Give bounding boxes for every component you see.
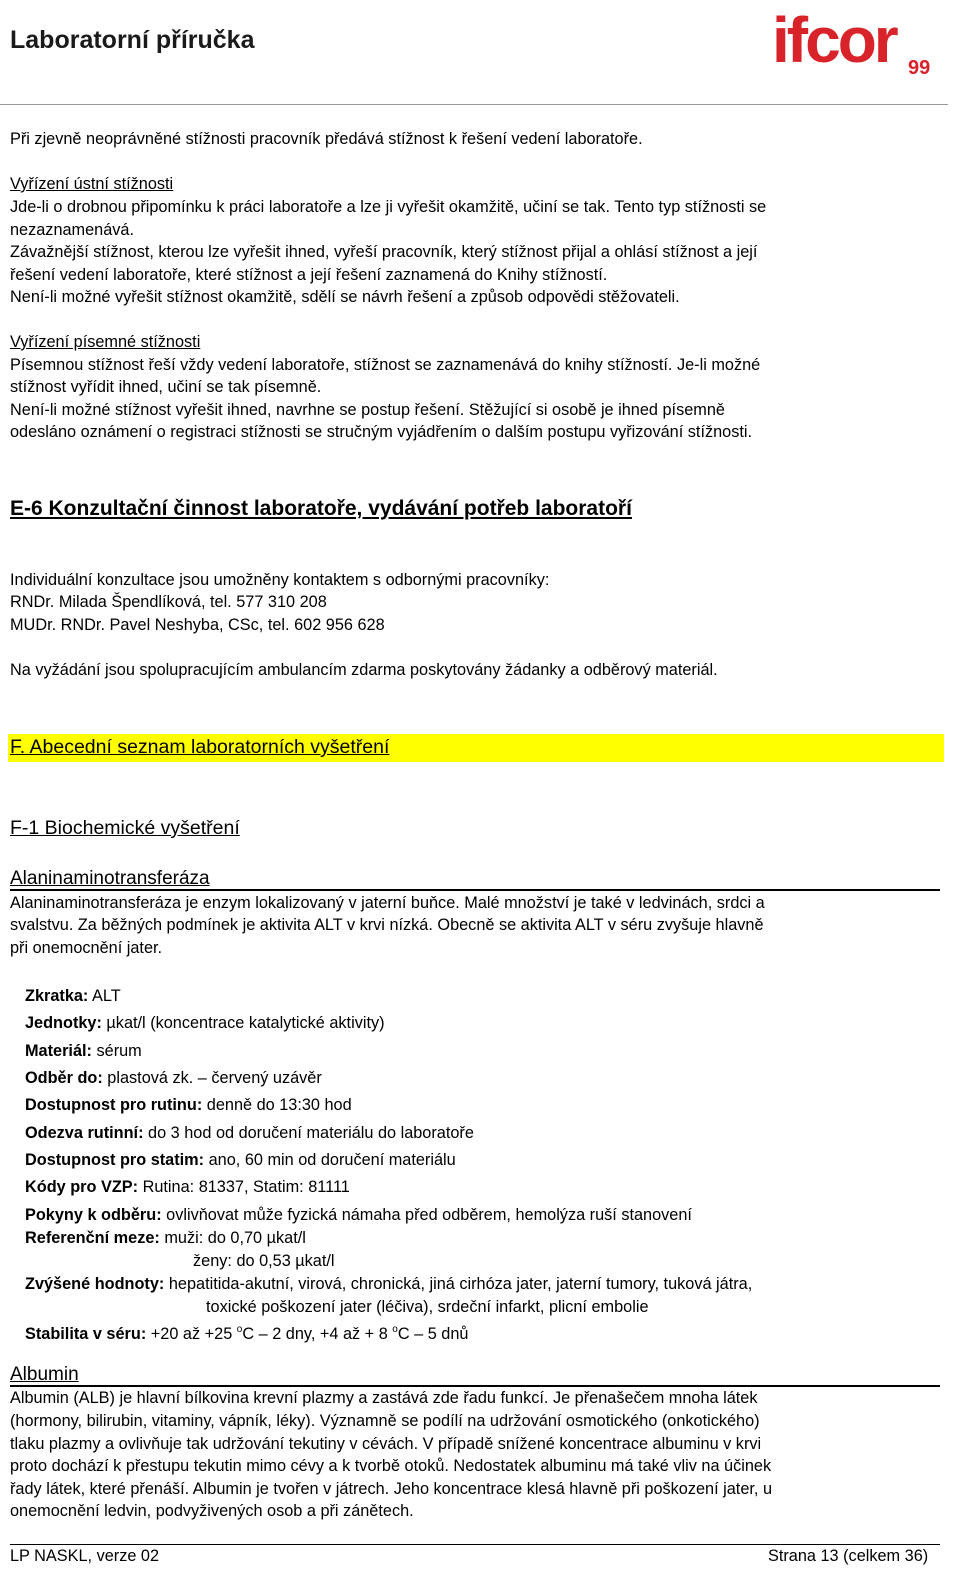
header-divider — [0, 104, 948, 105]
e6-line: MUDr. RNDr. Pavel Neshyba, CSc, tel. 602 956 628 — [10, 616, 385, 634]
oral-line: Není-li možné vyřešit stížnost okamžitě, sdělí se návrh řešení a způsob odpovědi stěžovateli. — [10, 288, 680, 306]
albumin-desc-line: tlaku plazmy a ovlivňuje tak udržování tekutiny v cévách. V případě snížené koncentrace albuminu v krvi — [10, 1435, 762, 1453]
alt-field-abbreviation: Zkratka: ALT — [25, 987, 121, 1005]
section-f-heading: F. Abecední seznam laboratorních vyšetření — [10, 736, 390, 758]
oral-line: Závažnější stížnost, kterou lze vyřešit ihned, vyřeší pracovník, který stížnost přijal a ohlásí stížnost a její — [10, 243, 758, 261]
alt-field-material: Materiál: sérum — [25, 1042, 142, 1060]
alt-desc-line: svalstvu. Za běžných podmínek je aktivita ALT v krvi nízká. Obecně se aktivita ALT v séru zvyšuje hlavně — [10, 916, 764, 934]
e6-line: RNDr. Milada Špendlíková, tel. 577 310 208 — [10, 593, 327, 611]
alt-reference-women: ženy: do 0,53 µkat/l — [193, 1252, 335, 1270]
alt-field-collection: Odběr do: plastová zk. – červený uzávěr — [25, 1069, 322, 1087]
alt-elevated-line2: toxické poškození jater (léčiva), srdeční infarkt, plicní embolie — [206, 1298, 649, 1316]
page-title: Laboratorní příručka — [10, 26, 255, 54]
albumin-desc-line: řady látek, které přenáší. Albumin je tvořen v játrech. Jeho koncentrace klesá hlavně při poškození jater, u — [10, 1480, 773, 1498]
footer-version: LP NASKL, verze 02 — [10, 1547, 160, 1565]
albumin-desc-line: proto dochází k přestupu tekutin mimo cévy a k tvorbě otoků. Nedostatek albuminu má také vliv na účinek — [10, 1457, 772, 1475]
alt-field-vzp-codes: Kódy pro VZP: Rutina: 81337, Statim: 81111 — [25, 1178, 350, 1196]
alt-field-reference: Referenční meze: muži: do 0,70 µkat/l — [25, 1229, 306, 1247]
alt-field-stability: Stabilita v séru: +20 až +25 $^o$C – 2 dny, +4 až + 8 $^o$C – 5 dnů — [25, 1324, 469, 1343]
e6-note: Na vyžádání jsou spolupracujícím ambulancím zdarma poskytovány žádanky a odběrový materiál. — [10, 661, 718, 679]
oral-complaint-heading: Vyřízení ústní stížnosti — [10, 175, 174, 193]
complaint-intro: Při zjevně neoprávněné stížnosti pracovník předává stížnost k řešení vedení laboratoře. — [10, 130, 643, 148]
alt-field-units: Jednotky: µkat/l (koncentrace katalytické aktivity) — [25, 1014, 385, 1032]
logo-subscript: 99 — [908, 57, 931, 79]
e6-heading: E-6 Konzultační činnost laboratoře, vydávání potřeb laboratoří — [10, 497, 632, 520]
alt-heading-rule — [10, 889, 940, 891]
alt-desc-line: Alaninaminotransferáza je enzym lokalizovaný v jaterní buňce. Malé množství je také v ledvinách, srdci a — [10, 894, 765, 912]
oral-line: nezaznamenává. — [10, 221, 135, 239]
alt-field-collection-notes: Pokyny k odběru: ovlivňovat může fyzická námaha před odběrem, hemolýza ruší stanovení — [25, 1206, 692, 1224]
oral-line: Jde-li o drobnou připomínku k práci laboratoře a lze ji vyřešit okamžitě, učiní se tak. Tento typ stížnosti se — [10, 198, 767, 216]
footer-page-number: Strana 13 (celkem 36) — [768, 1547, 929, 1565]
alt-field-routine-availability: Dostupnost pro rutinu: denně do 13:30 hod — [25, 1096, 352, 1114]
albumin-desc-line: Albumin (ALB) je hlavní bílkovina krevní plazmy a zastává zde řadu funkcí. Je přenašečem mnoha látek — [10, 1389, 758, 1407]
written-line: Písemnou stížnost řeší vždy vedení laboratoře, stížnost se zaznamenává do knihy stížností. Je-li možné — [10, 356, 761, 374]
alt-field-statim-availability: Dostupnost pro statim: ano, 60 min od doručení materiálu — [25, 1151, 456, 1169]
f1-heading: F-1 Biochemické vyšetření — [10, 817, 240, 839]
albumin-desc-line: (hormony, bilirubin, vitaminy, vápník, léky). Významně se podílí na udržování osmotického (onkotického) — [10, 1412, 760, 1430]
albumin-desc-line: onemocnění ledvin, podvyživených osob a při zánětech. — [10, 1502, 414, 1520]
e6-line: Individuální konzultace jsou umožněny kontaktem s odbornými pracovníky: — [10, 571, 550, 589]
written-line: odesláno oznámení o registraci stížnosti se stručným vyjádřením o dalším postupu vyřizování stížnosti. — [10, 423, 753, 441]
footer-divider — [10, 1544, 940, 1545]
written-line: Není-li možné stížnost vyřešit ihned, navrhne se postup řešení. Stěžující si osobě je ihned písemně — [10, 401, 725, 419]
albumin-heading: Albumin — [10, 1364, 79, 1385]
written-line: stížnost vyřídit ihned, učiní se tak písemně. — [10, 378, 322, 396]
alt-field-routine-response: Odezva rutinní: do 3 hod od doručení materiálu do laboratoře — [25, 1124, 474, 1142]
ifcor-logo — [772, 2, 938, 82]
alt-desc-line: při onemocnění jater. — [10, 939, 163, 957]
alt-field-elevated: Zvýšené hodnoty: hepatitida-akutní, virová, chronická, jiná cirhóza jater, jaterní tumory, tuková játra, — [25, 1275, 753, 1293]
alt-heading: Alaninaminotransferáza — [10, 868, 210, 889]
logo-text: ifcor — [772, 4, 896, 76]
oral-line: řešení vedení laboratoře, které stížnost a její řešení zaznamená do Knihy stížností. — [10, 266, 608, 284]
written-complaint-heading: Vyřízení písemné stížnosti — [10, 333, 201, 351]
